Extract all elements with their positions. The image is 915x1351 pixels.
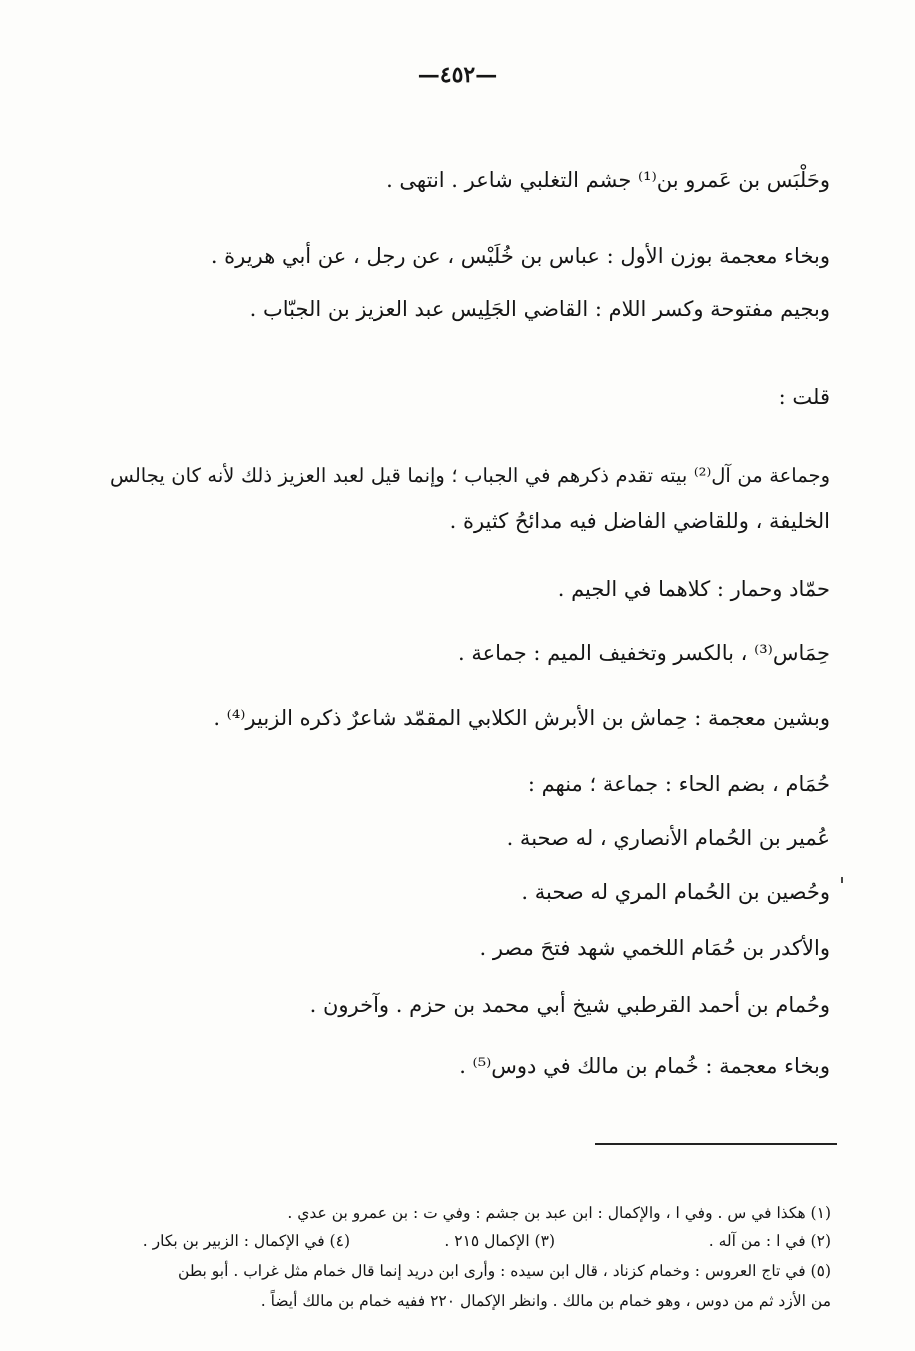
text-line: وبخاء معجمة بوزن الأول : عباس بن خُلَيْس ، عن رجل ، عن أبي هريرة . [210, 244, 830, 268]
footnote-line: (٤) في الإكمال : الزبير بن بكار . [142, 1232, 350, 1250]
text-line: والأكدر بن حُمَام اللخمي شهد فتحَ مصر . [479, 936, 830, 960]
text-line: عُمير بن الحُمام الأنصاري ، له صحبة . [506, 826, 830, 850]
footnote-line: (١) هكذا في س . وفي ا ، والإكمال : ابن عبد بن جشم : وفي ت : بن عمرو بن عدي . [287, 1204, 831, 1222]
text-line: وحَلْبَس بن عَمرو بن⁽¹⁾ جشم التغلبي شاعر . انتهى . [386, 168, 830, 192]
section-heading: قلت : [778, 385, 830, 409]
text-line: وبخاء معجمة : خُمام بن مالك في دوس⁽⁵⁾ . [459, 1054, 830, 1078]
footnote-line: (٢) في ا : من آله . [708, 1232, 831, 1250]
text-line: وبشين معجمة : حِماش بن الأبرش الكلابي المقمّد شاعرٌ ذكره الزبير⁽⁴⁾ . [213, 706, 830, 730]
text-line: وحُمام بن أحمد القرطبي شيخ أبي محمد بن حزم . وآخرون . [309, 993, 830, 1017]
footnote-line: (٣) الإكمال ٢١٥ . [444, 1232, 555, 1250]
text-line: وحُصين بن الحُمام المري له صحبة . [521, 880, 830, 904]
text-line: حِمَاس⁽³⁾ ، بالكسر وتخفيف الميم : جماعة . [458, 641, 830, 665]
footnote-line: (٥) في تاج العروس : وخمام كزناد ، قال ابن سيده : وأرى ابن دريد إنما قال خمام مثل غراب . أبو بطن [178, 1262, 831, 1280]
text-line: حمّاد وحمار : كلاهما في الجيم . [557, 577, 830, 601]
text-line: الخليفة ، وللقاضي الفاضل فيه مدائحُ كثيرة . [449, 509, 830, 533]
text-line: وجماعة من آل⁽²⁾ بيته تقدم ذكرهم في الجباب ؛ وإنما قيل لعبد العزيز ذلك لأنه كان يجالس [110, 464, 830, 487]
text-line: حُمَام ، بضم الحاء : جماعة ؛ منهم : [527, 772, 830, 796]
text-line: وبجيم مفتوحة وكسر اللام : القاضي الجَلِيس عبد العزيز بن الجبّاب . [249, 297, 830, 321]
ink-speck [841, 877, 843, 883]
footnote-line: من الأزد ثم من دوس ، وهو خمام بن مالك . وانظر الإكمال ٢٢٠ ففيه خمام بن مالك أيضاً . [260, 1292, 831, 1310]
page-number: —٤٥٢— [417, 62, 498, 88]
footnote-separator [595, 1143, 837, 1145]
